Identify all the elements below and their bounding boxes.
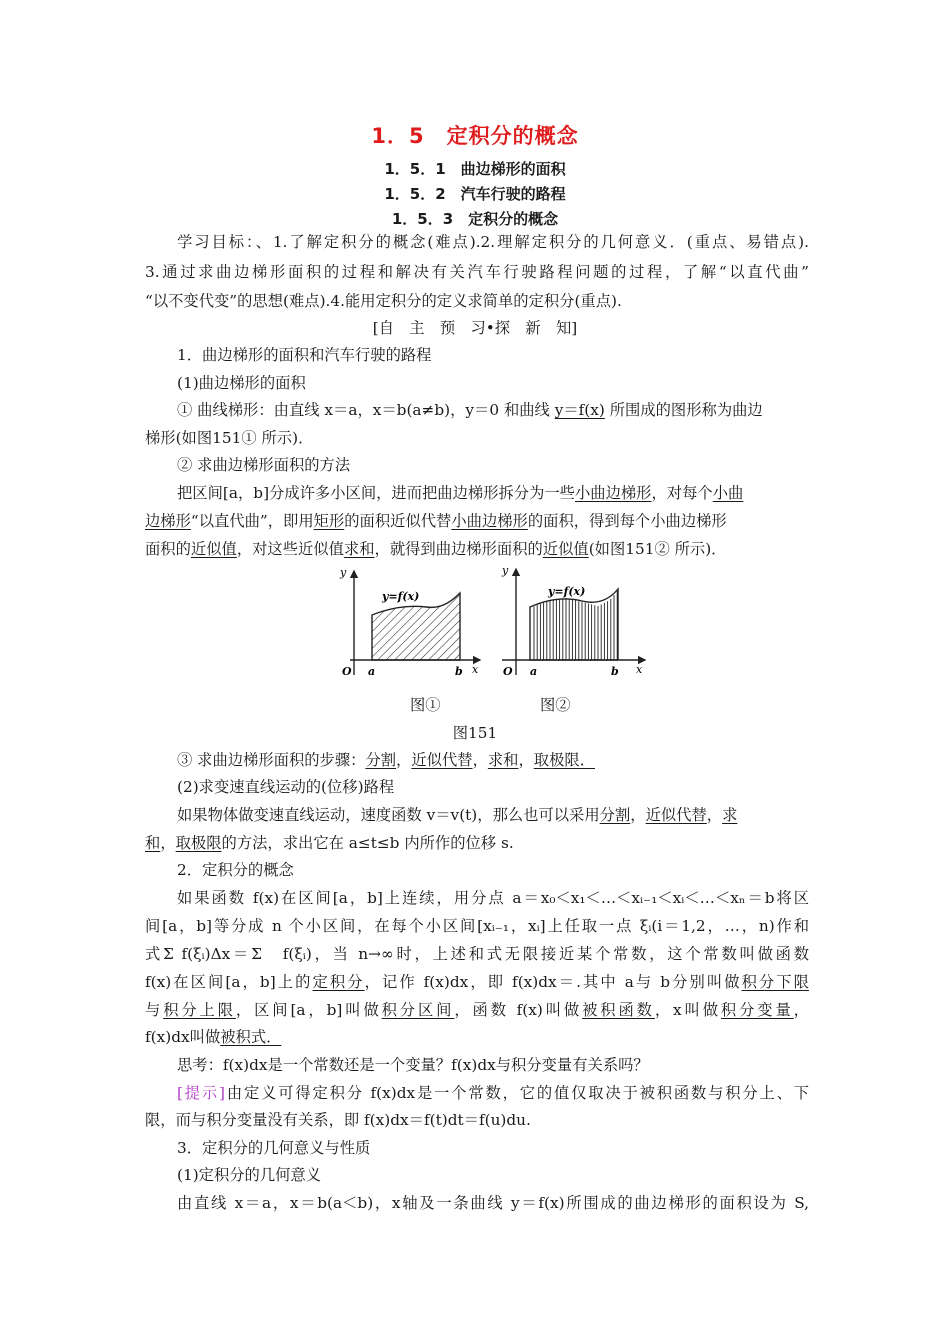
underline-term: 矩形 — [313, 512, 345, 530]
underline-term: 求和 — [487, 751, 519, 769]
b-label: b — [455, 665, 463, 678]
b-label: b — [611, 665, 619, 678]
x-axis-label: x — [472, 663, 479, 676]
underline-term: 近似值 — [542, 540, 589, 558]
s1-method-line-3: 面积的近似值，对这些近似值求和，就得到曲边梯形面积的近似值(如图151② 所示)． — [145, 540, 727, 558]
s1-method-line-1: 把区间[a，b]分成许多小区间，进而把曲边梯形拆分为一些小曲边梯形，对每个小曲 — [177, 484, 744, 502]
underline-term: 积分区间 — [381, 1001, 455, 1019]
underline-term: 被积函数 — [582, 1001, 655, 1019]
underline-term: 近似值 — [190, 540, 237, 558]
s1-curve-trapezoid-line: ① 曲线梯形：由直线 x＝a，x＝b(a≠b)，y＝0 和曲线 y＝f(x) 所围成的图形称为曲边 — [177, 401, 763, 419]
a-label: a — [368, 665, 376, 678]
underline-term: 定积分 — [312, 973, 365, 991]
fig1-caption: 图① — [410, 696, 441, 714]
s1-motion-line-1: 如果物体做变速直线运动，速度函数 v＝v(t)，那么也可以采用分割，近似代替，求 — [177, 806, 738, 824]
underline-term: 取极限 — [175, 834, 222, 852]
page-title: 1．5 定积分的概念 — [371, 124, 579, 148]
underline-term: y＝f(x) — [554, 401, 605, 419]
underline-term: 边梯形 — [145, 512, 191, 530]
s1-heading: 1．曲边梯形的面积和汽车行驶的路程 — [177, 346, 432, 364]
s2-heading: 2．定积分的概念 — [177, 861, 294, 879]
figure-caption: 图151 — [452, 724, 498, 742]
y-axis-label: y — [502, 564, 509, 577]
underline-term: 近似代替 — [645, 806, 707, 824]
figure-2 — [501, 564, 645, 678]
s2-line-3: 式Σ f(ξᵢ)Δx＝Σ f(ξᵢ)，当 n→∞时，上述和式无限接近某个常数，这个常数叫做函数 — [145, 945, 809, 963]
underline-term: 求和 — [343, 540, 375, 558]
underline-term: 和 — [145, 834, 161, 852]
s3-heading: 3．定积分的几何意义与性质 — [177, 1139, 371, 1157]
s1-sub2: (2)求变速直线运动的(位移)路程 — [177, 778, 395, 796]
s2-line-6: f(x)dx叫做被积式． — [145, 1028, 282, 1046]
s2-line-5: 与积分上限，区间[a，b]叫做积分区间，函数 f(x)叫做被积函数，x叫做积分变量， — [145, 1001, 809, 1019]
subtitle-2: 1．5．2 汽车行驶的路程 — [384, 185, 566, 203]
underline-term: 小曲边梯形 — [574, 484, 652, 502]
shaded-area — [372, 593, 460, 660]
s2-line-1: 如果函数 f(x)在区间[a，b]上连续，用分点 a＝x₀＜x₁＜…＜xᵢ₋₁＜xᵢ＜…＜xₙ＝b将区 — [177, 889, 809, 907]
a-label: a — [530, 665, 538, 678]
underline-term: 分割 — [599, 806, 631, 824]
underline-term: 积分变量 — [720, 1001, 794, 1019]
subtitle-1: 1．5．1 曲边梯形的面积 — [384, 160, 566, 178]
s2-line-2: 间[a，b]等分成 n 个小区间，在每个小区间[xᵢ₋₁，xᵢ]上任取一点 ξᵢ(i＝1,2，…，n)作和 — [145, 917, 809, 935]
underline-term: 近似代替 — [411, 751, 473, 769]
s1-curve-trapezoid-line-2: 梯形(如图151① 所示)． — [145, 429, 314, 447]
objectives-line-2: 3.通过求曲边梯形面积的过程和解决有关汽车行驶路程问题的过程，了解“以直代曲” — [145, 263, 809, 281]
s1-method-line-2: 边梯形“以直代曲”，即用矩形的面积近似代替小曲边梯形的面积，得到每个小曲边梯形 — [145, 512, 727, 530]
s2-tip-line-2: 限，而与积分变量没有关系，即 f(x)dx＝f(t)dt＝f(u)du. — [145, 1111, 531, 1129]
subtitle-3: 1．5．3 定积分的概念 — [391, 210, 559, 228]
s1-sub1: (1)曲边梯形的面积 — [177, 374, 306, 392]
s1-method-title: ② 求曲边梯形面积的方法 — [177, 456, 351, 474]
objectives-line-1: 学习目标：、1.了解定积分的概念(难点).2.理解定积分的几何意义．(重点、易错点). — [177, 233, 809, 251]
y-axis-label: y — [340, 566, 347, 579]
underline-term: 取极限． — [533, 751, 595, 769]
figure-1 — [339, 566, 480, 678]
underline-term: 求 — [722, 806, 738, 824]
s1-motion-line-2: 和，取极限的方法，求出它在 a≤t≤b 内所作的位移 s. — [145, 834, 514, 852]
tip-label: [提示] — [177, 1084, 226, 1102]
s2-think: 思考：f(x)dx是一个常数还是一个变量？f(x)dx与积分变量有关系吗？ — [177, 1056, 649, 1074]
rectangle-strips — [534, 591, 617, 660]
origin-label: O — [503, 665, 513, 678]
fig2-caption: 图② — [540, 696, 571, 714]
s2-line-4: f(x)在区间[a，b]上的定积分，记作 f(x)dx，即 f(x)dx＝.其中 a与 b分别叫做积分下限 — [145, 973, 809, 991]
s3-line-1: 由直线 x＝a，x＝b(a＜b)，x轴及一条曲线 y＝f(x)所围成的曲边梯形的面积设为 S, — [177, 1194, 809, 1212]
underline-term: 积分下限 — [741, 973, 809, 991]
underline-term: 分割 — [365, 751, 397, 769]
s2-tip-line-1: [提示]由定义可得定积分 f(x)dx是一个常数，它的值仅取决于被积函数与积分上、下 — [177, 1084, 809, 1102]
underline-term: 小曲边梯形 — [451, 512, 528, 530]
section-header: [自 主 预 习•探 新 知] — [372, 319, 578, 337]
figure-151 — [330, 563, 660, 693]
origin-label: O — [342, 665, 352, 678]
underline-term: 积分上限 — [163, 1001, 236, 1019]
s3-sub1: (1)定积分的几何意义 — [177, 1166, 322, 1184]
x-axis-label: x — [636, 663, 643, 676]
curve-label: y=f(x) — [382, 590, 420, 603]
underline-term: 被积式． — [220, 1028, 282, 1046]
objectives-line-3: “以不变代变”的思想(难点).4.能用定积分的定义求简单的定积分(重点). — [145, 292, 622, 310]
underline-term: 小曲 — [712, 484, 744, 502]
s1-steps-line: ③ 求曲边梯形面积的步骤：分割，近似代替，求和，取极限． — [177, 751, 595, 769]
curve-label: y=f(x) — [548, 585, 586, 598]
